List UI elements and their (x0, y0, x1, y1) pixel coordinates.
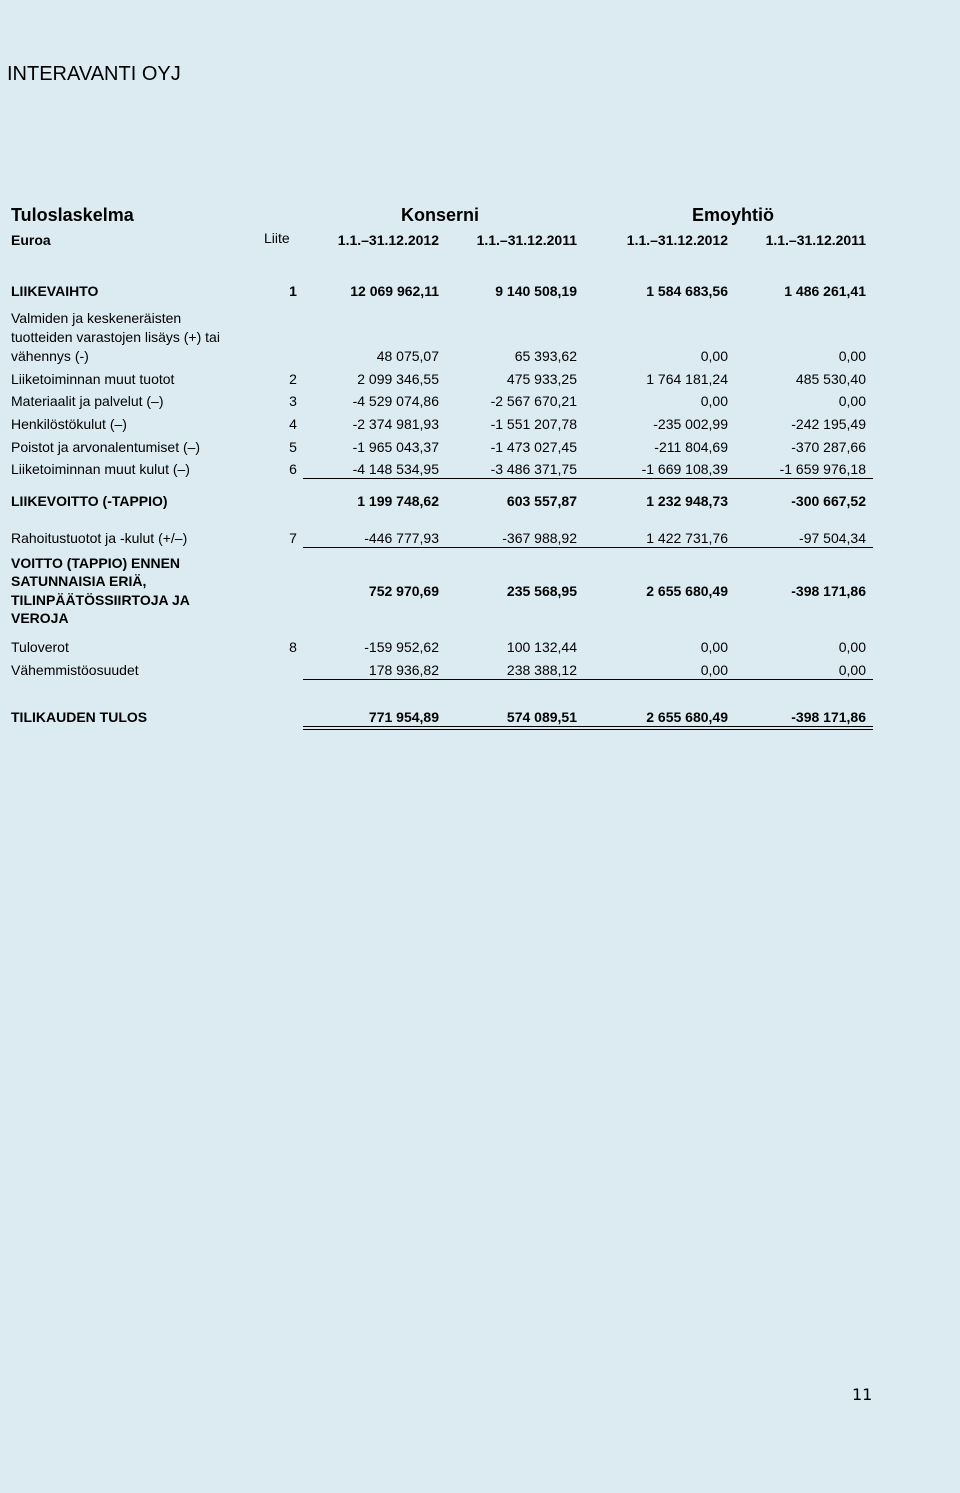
row-value: 0,00 (700, 348, 728, 364)
row-value: 0,00 (838, 393, 866, 409)
period-header-4: 1.1.–31.12.2011 (765, 232, 866, 248)
row-value: -300 667,52 (791, 493, 866, 509)
row-value: -1 473 027,45 (490, 439, 577, 455)
row-value: 9 140 508,19 (495, 283, 577, 299)
row-value: 574 089,51 (506, 709, 577, 725)
row-value: 1 199 748,62 (357, 493, 439, 509)
row-label-line: SATUNNAISIA ERIÄ, (11, 573, 147, 589)
period-header-3: 1.1.–31.12.2012 (626, 232, 728, 248)
row-value: -1 965 043,37 (352, 439, 439, 455)
row-note: 1 (289, 283, 297, 299)
row-value: -446 777,93 (364, 530, 439, 546)
group-heading-emoyhtio: Emoyhtiö (692, 205, 775, 225)
period-header-2: 1.1.–31.12.2011 (476, 232, 577, 248)
row-label-line: VEROJA (11, 610, 69, 626)
row-note: 5 (289, 439, 297, 455)
row-value: 752 970,69 (368, 583, 439, 599)
note-column-header: Liite (264, 230, 290, 246)
currency-label: Euroa (11, 232, 51, 248)
row-value: 238 388,12 (506, 662, 577, 678)
row-value: -211 804,69 (654, 439, 728, 455)
row-value: 65 393,62 (514, 348, 577, 364)
row-value: 0,00 (700, 393, 728, 409)
row-label: Henkilöstökulut (–) (11, 416, 127, 432)
row-label: TILIKAUDEN TULOS (11, 709, 148, 725)
row-value: 485 530,40 (795, 371, 866, 387)
row-label: Liiketoiminnan muut tuotot (11, 371, 175, 387)
statement-title: Tuloslaskelma (11, 205, 134, 225)
row-label: Rahoitustuotot ja -kulut (+/–) (11, 530, 188, 546)
row-label-line: Valmiden ja keskeneräisten (11, 310, 182, 326)
row-value: 603 557,87 (506, 493, 577, 509)
row-value: 0,00 (700, 639, 728, 655)
row-value: 1 764 181,24 (646, 371, 728, 387)
row-value: -235 002,99 (653, 416, 728, 432)
row-value: -4 148 534,95 (352, 461, 439, 477)
row-label: Liiketoiminnan muut kulut (–) (11, 461, 190, 477)
row-value: 0,00 (838, 662, 866, 678)
row-value: 2 099 346,55 (357, 371, 439, 387)
row-value: -4 529 074,86 (352, 393, 439, 409)
row-label-line: TILINPÄÄTÖSSIIRTOJA JA (11, 592, 190, 608)
row-value: 1 584 683,56 (646, 283, 728, 299)
row-label-line: vähennys (-) (11, 348, 89, 364)
row-label: Materiaalit ja palvelut (–) (11, 393, 164, 409)
row-note: 4 (289, 416, 297, 432)
row-value: 2 655 680,49 (646, 583, 728, 599)
subtotal-rule (303, 679, 873, 680)
row-value: -3 486 371,75 (490, 461, 577, 477)
row-label: Vähemmistöosuudet (11, 662, 139, 678)
row-value: -1 659 976,18 (779, 461, 866, 477)
row-value: 1 486 261,41 (784, 283, 866, 299)
row-label-line: tuotteiden varastojen lisäys (+) tai (11, 329, 220, 345)
row-value: -1 551 207,78 (490, 416, 577, 432)
row-value: 0,00 (700, 662, 728, 678)
row-label: Tuloverot (11, 639, 69, 655)
row-value: -2 567 670,21 (490, 393, 577, 409)
row-note: 6 (289, 461, 297, 477)
row-label: Poistot ja arvonalentumiset (–) (11, 439, 201, 455)
row-value: 48 075,07 (376, 348, 439, 364)
row-value: -97 504,34 (799, 530, 866, 546)
row-value: -159 952,62 (364, 639, 439, 655)
row-value: 235 568,95 (506, 583, 577, 599)
row-note: 2 (289, 371, 297, 387)
row-value: 1 422 731,76 (646, 530, 728, 546)
row-value: 2 655 680,49 (646, 709, 728, 725)
row-label: LIIKEVAIHTO (11, 283, 99, 299)
row-value: -1 669 108,39 (641, 461, 728, 477)
row-value: -370 287,66 (791, 439, 866, 455)
row-label: LIIKEVOITTO (-TAPPIO) (11, 493, 168, 509)
group-heading-konserni: Konserni (401, 205, 480, 225)
row-value: 0,00 (838, 639, 866, 655)
row-value: -367 988,92 (502, 530, 577, 546)
row-value: 178 936,82 (368, 662, 439, 678)
company-name: INTERAVANTI OYJ (7, 63, 181, 85)
row-value: -398 171,86 (791, 709, 866, 725)
row-value: 1 232 948,73 (646, 493, 728, 509)
row-note: 8 (289, 639, 297, 655)
row-value: 475 933,25 (506, 371, 577, 387)
total-double-rule (303, 726, 873, 730)
row-value: 12 069 962,11 (350, 283, 439, 299)
row-note: 3 (289, 393, 297, 409)
row-value: 100 132,44 (506, 639, 577, 655)
row-value: -242 195,49 (791, 416, 866, 432)
row-note: 7 (289, 530, 297, 546)
page-number: 11 (852, 1385, 873, 1404)
row-value: 0,00 (838, 348, 866, 364)
subtotal-rule (303, 478, 873, 479)
subtotal-rule (303, 547, 873, 548)
row-value: -2 374 981,93 (352, 416, 439, 432)
row-value: 771 954,89 (368, 709, 439, 725)
row-value: -398 171,86 (791, 583, 866, 599)
row-label-line: VOITTO (TAPPIO) ENNEN (11, 555, 181, 571)
period-header-1: 1.1.–31.12.2012 (337, 232, 439, 248)
